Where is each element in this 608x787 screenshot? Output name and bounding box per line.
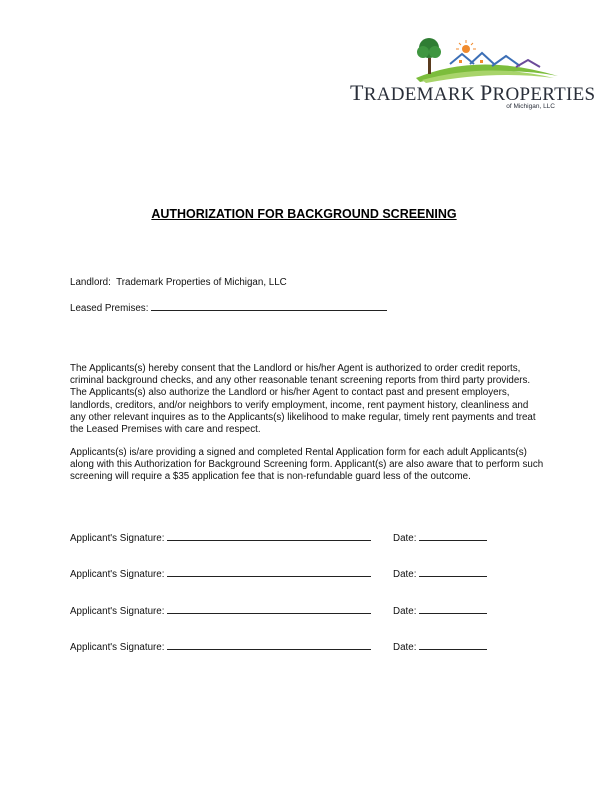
date-label: Date: — [393, 606, 417, 617]
signature-label: Applicant's Signature: — [70, 569, 165, 580]
consent-paragraph: The Applicants(s) hereby consent that the Landlord or his/her Agent is authorized to order credit reports, criminal background checks, and any other reasonable tenant screening reports from third party providers. The Applicants(s) also authorize the Landlord or his/her Agent to contact past and present employers, landlords, creditors, and/or neighbors to verify employment, income, rent payment history, cleanliness and any other relevant inquires as to the Applicants(s) likelihood to make regular, timely rent payments and treat the Leased Premises with care and respect. — [70, 363, 536, 436]
date-row — [393, 567, 487, 580]
premises-blank[interactable] — [151, 301, 387, 311]
company-subtitle: of Michigan, LLC — [506, 103, 555, 110]
signature-blank[interactable] — [167, 604, 371, 614]
date-row — [393, 531, 487, 544]
signature-row — [70, 567, 371, 580]
signature-label: Applicant's Signature: — [70, 642, 165, 653]
signature-label: Applicant's Signature: — [70, 533, 165, 544]
signature-row — [70, 640, 371, 653]
company-name: TRADEMARK PROPERTIES — [350, 80, 596, 105]
premises-line — [70, 301, 387, 314]
signature-row — [70, 604, 371, 617]
logo-roof-3 — [492, 56, 520, 66]
date-label: Date: — [393, 642, 417, 653]
signature-row — [70, 531, 371, 544]
date-label: Date: — [393, 569, 417, 580]
landlord-label: Landlord: — [70, 277, 111, 288]
signature-blank[interactable] — [167, 640, 371, 650]
date-row — [393, 604, 487, 617]
date-blank[interactable] — [419, 640, 487, 650]
logo-sun — [462, 45, 470, 53]
document-title: AUTHORIZATION FOR BACKGROUND SCREENING — [151, 207, 457, 221]
application-paragraph: Applicants(s) is/are providing a signed and completed Rental Application form for each adult Applicants(s) along with this Authorization for Background Screening form. Applicant(s) are also aware that to perform such screening will require a $35 application fee that is non-refundable guard less of the outcome. — [70, 447, 544, 483]
date-blank[interactable] — [419, 531, 487, 541]
signature-label: Applicant's Signature: — [70, 606, 165, 617]
premises-label: Leased Premises: — [70, 303, 149, 314]
date-blank[interactable] — [419, 567, 487, 577]
logo-roof-4 — [516, 60, 540, 67]
logo-tree-trunk — [428, 58, 431, 74]
date-blank[interactable] — [419, 604, 487, 614]
signature-blank[interactable] — [167, 567, 371, 577]
signature-blank[interactable] — [167, 531, 371, 541]
date-row — [393, 640, 487, 653]
landlord-value: Trademark Properties of Michigan, LLC — [116, 277, 287, 288]
landlord-line — [70, 277, 287, 288]
date-label: Date: — [393, 533, 417, 544]
